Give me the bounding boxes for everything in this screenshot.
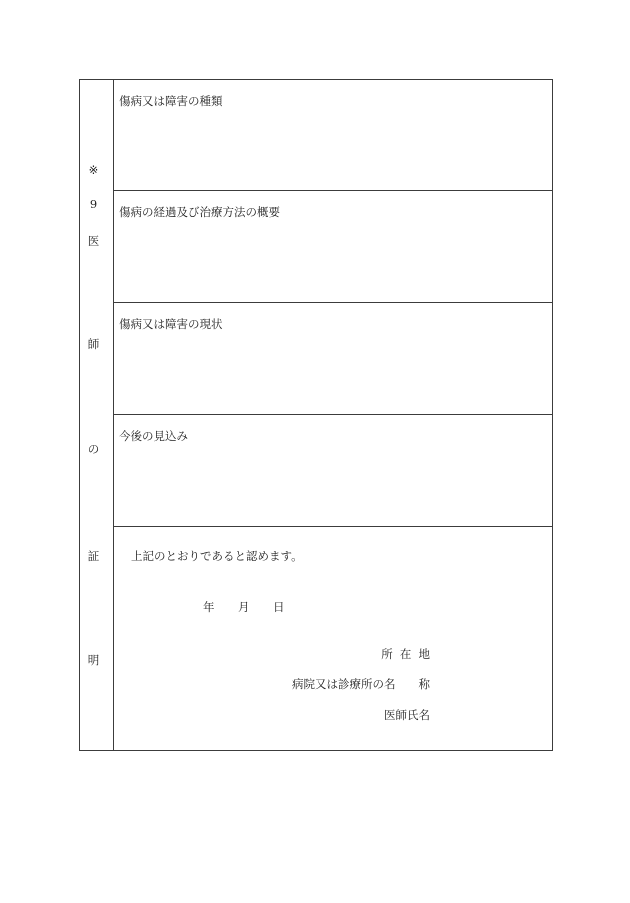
current-condition-label: 傷病又は障害の現状 [119, 317, 223, 331]
item-number: 9 [89, 197, 98, 211]
address-label: 所 在 地 [381, 647, 430, 661]
section-title-char: 証 [87, 549, 100, 563]
certification-statement: 上記のとおりであると認めます。 [131, 549, 303, 563]
injury-type-field [114, 80, 552, 190]
doctor-name-label: 医師氏名 [384, 708, 430, 722]
current-condition-field [114, 302, 552, 414]
treatment-summary-field [114, 190, 552, 302]
date-month-label: 月 [238, 600, 250, 614]
prognosis-field [114, 414, 552, 526]
medical-certificate-form [79, 79, 553, 751]
date-year-label: 年 [203, 600, 215, 614]
prognosis-label: 今後の見込み [119, 429, 188, 443]
section-title-char: の [87, 442, 100, 456]
institution-name-label: 病院又は診療所の名 称 [292, 677, 430, 691]
section-title-char: 師 [87, 337, 100, 351]
injury-type-label: 傷病又は障害の種類 [119, 94, 223, 108]
section-title-column [80, 80, 114, 750]
section-title-char: 明 [87, 653, 100, 667]
certification-block [114, 526, 552, 750]
item-mark: ※ [88, 163, 99, 177]
treatment-summary-label: 傷病の経過及び治療方法の概要 [119, 205, 280, 219]
date-day-label: 日 [273, 600, 285, 614]
section-title-char: 医 [87, 234, 100, 248]
